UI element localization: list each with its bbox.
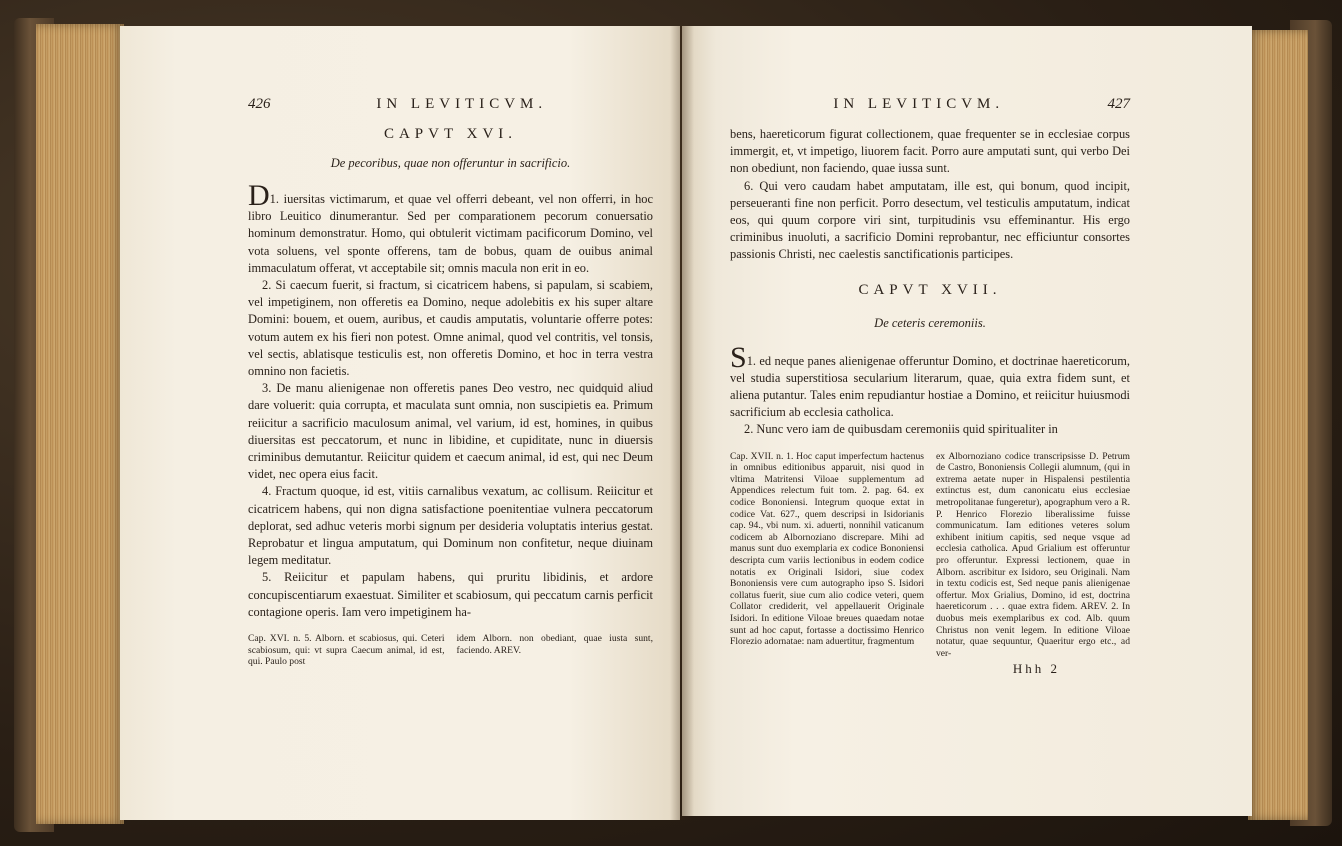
right-page-text bbox=[730, 96, 1130, 677]
drop-capital: D bbox=[248, 179, 270, 212]
chapter-heading: CAPVT XVII. bbox=[858, 281, 1002, 298]
footnote-column: ex Albornoziano codice transcripsisse D. Petrum de Castro, Bononiensis Collegii alumnum, (qui in extrema aetate nuper in Hispalensi pestilentia extinctus est, dum canonicatu eius ecclesiae metropolitanae fungeretur), apographum vero a R. P. Henrico Florezio liberalissime fuisse communicatum. Iam editiones veteres solum exhibent initium capitis, sed neque vsque ad ecclesia catholica. Apud Grialium est offeruntur pro offeruntur. Expressi lectionem, quae in Alborn. ascribitur ex Isidoro, seu Originali. Nam in textu codicis est, Sed neque panis alienigenae offertur. Mox Grialius, Domino, id est, doctrina haereticorum . . . quae extra fidem. AREV. 2. In duobus meis exemplaribus ex cod. Alb. quum Christus non venit legem. In editione Viloae notatur, quae sequuntur, Quaeritur ergo etc., ad ver- bbox=[936, 450, 1130, 659]
paragraph: 4. Fractum quoque, id est, vitiis carnalibus vexatum, ac collisum. Reiicitur et cicatricem habens, qui non digna satisfactione poenitentiae vulnera peccatorum deplorat, sed adhuc veteris morbi signum per desideria voluptatis interius gestat. Reprobatur et lingua amputatum, qui Dominum non confitetur, neque diuinam legem meditatur. bbox=[248, 484, 653, 568]
right-running-head bbox=[730, 96, 1130, 118]
footnote-column: Cap. XVI. n. 5. Alborn. et scabiosus, qui. Ceteri scabiosum, qui: vt supra Caecum animal, id est, qui. Paulo post bbox=[248, 633, 445, 668]
left-page-text bbox=[248, 96, 653, 668]
footnotes bbox=[730, 451, 1130, 660]
left-running-head bbox=[248, 96, 653, 118]
paragraph: 6. Qui vero caudam habet amputatam, ille est, qui bonum, quod incipit, perseueranti fine non perficit. Porro desectum, vel testiculis amputatum, indicat eos, qui quum corpore viri sint, turpitudinis vsu effeminantur. His ergo criminibus inuoluti, a sacrificio Domini reprobantur, nec efficiuntur consortes passionis Christi, nec caelestis sanctificationis participes. bbox=[730, 178, 1130, 262]
drop-capital: S bbox=[730, 340, 747, 374]
page-edges-right bbox=[1248, 30, 1308, 820]
body-text bbox=[248, 179, 653, 621]
page-edges-left bbox=[36, 24, 124, 824]
footnote-column: Cap. XVII. n. 1. Hoc caput imperfectum hactenus in omnibus editionibus apparuit, nisi quod in vltima Matritensi Viloae supplementum ad Appendices relectum fuit tom. 2. pag. 64. ex codice Bononiensi. Integrum quoque extat in codice Vat. 627., quem descripsi in Isidorianis cap. 94., vbi num. xi. aduerti, nonnihil vaticanum codicem ab Albornoziano discrepare. Mihi ad manus sunt duo exemplaria ex codice Bononiensi descripta cum variis lectionibus in eodem codice notatis ex Originali Isidori, siue codex Bononiensis vere cum autographo ipso S. Isidori collatus fuerit, siue cum alio codice veteri, quem Collator crediderit, vel appellauerit Originale Isidori. In editione Viloae breues quaedam notae sunt ad hoc caput, fortasse a doctissimo Henrico Florezio adornatae: nam aduertitur, fragmentum bbox=[730, 450, 924, 648]
running-head-title: IN LEVITICVM. bbox=[833, 96, 1005, 112]
paragraph: S1. ed neque panes alienigenae offeruntur Domino, et doctrinae haereticorum, vel studia superstitiosa secularium literarum, quae, quia extra fidem sunt, et aliena putantur. Tales enim repudiantur hostiae a Domino, et reiicitur huiusmodi sacrificium ab ecclesia catholica. bbox=[730, 340, 1130, 420]
paragraph: 2. Si caecum fuerit, si fractum, si cicatricem habens, si papulam, si scabiem, vel impetiginem, non offeretis ea Domino, neque adolebitis ex his super altare Domini: bouem, et ouem, auribus, et caudis amputatis, voluntarie offerre potes: votum autem ex his fieri non potest. Omne animal, quod vel contritis, vel tonsis, vel sectis, ablatisque testiculis est, non offeretis Domino, et hoc in terra vestra omnino non facietis. bbox=[248, 278, 653, 379]
chapter-subtitle: De pecoribus, quae non offeruntur in sacrificio. bbox=[330, 156, 571, 170]
paragraph: bens, haereticorum figurat collectionem, quae frequenter se in ecclesiae corpus immergit, et, vt impetigo, liuorem facit. Porro aure amputati sunt, qui verbo Dei non obediunt, non faciendo, quae iussa sunt. bbox=[730, 127, 1130, 176]
paragraph: 3. De manu alienigenae non offeretis panes Deo vestro, nec quidquid aliud dare voluerit: quia corrupta, et maculata sunt omnia, non suscipietis ea. Primum reiicitur a sacrificio maculosum animal, vel varium, id est, homines, in quibus diuersitas est peccatorum, et nunc in libidine, et cupiditate, nunc in diuersis criminibus demutantur. Reiicitur quidem et caecum animal, id est, qui nec Deum videt, nec opera eius facit. bbox=[248, 381, 653, 482]
paragraph: D1. iuersitas victimarum, et quae vel offerri debeant, vel non offerri, in hoc libro Leuitico dinumerantur. Sed per comparationem pecorum conuersatio hominum demonstratur. Homo, qui obtulerit victimam pacificorum Domino, vel vota soluens, vel sponte offerens, tam de bobus, quam de ouibus animal immaculatum offerat, vt acceptabile sit; omnis macula non erit in eo. bbox=[248, 179, 653, 275]
page-number: 426 bbox=[248, 96, 271, 112]
book-gutter bbox=[670, 26, 694, 820]
footnote-column: idem Alborn. non obediant, quae iusta sunt, faciendo. AREV. bbox=[456, 633, 653, 656]
chapter-subtitle: De ceteris ceremoniis. bbox=[874, 315, 986, 330]
running-head-title: IN LEVITICVM. bbox=[376, 96, 548, 112]
paragraph: 2. Nunc vero iam de quibusdam ceremoniis quid spiritualiter in bbox=[744, 422, 1058, 437]
body-text bbox=[730, 126, 1130, 264]
footnotes bbox=[248, 633, 653, 668]
signature-mark: Hhh 2 bbox=[1012, 661, 1060, 677]
chapter-heading: CAPVT XVI. bbox=[383, 126, 518, 142]
page-number: 427 bbox=[1107, 96, 1130, 112]
paragraph: 5. Reiicitur et papulam habens, qui pruritu libidinis, et ardore concupiscentiarum exaestuat. Similiter et scabiosum, qui peccatum carnis perficit contagione operis. Iam vero impetiginem ha- bbox=[248, 570, 653, 619]
body-text bbox=[730, 340, 1130, 439]
